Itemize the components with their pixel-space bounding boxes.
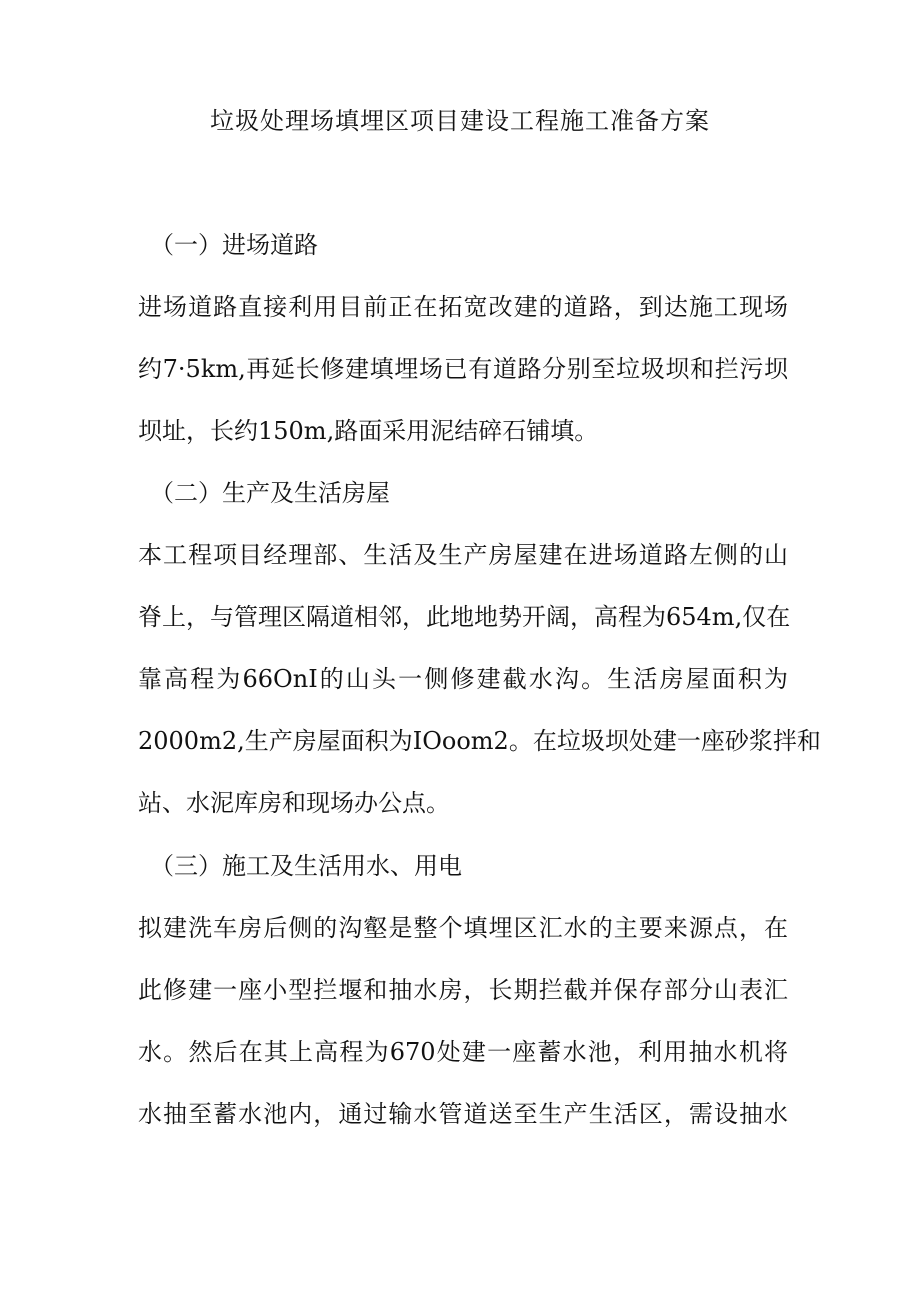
paragraph-line: 本工程项目经理部、生活及生产房屋建在进场道路左侧的山	[138, 541, 788, 569]
paragraph-line: 靠高程为66OnI的山头一侧修建截水沟。生活房屋面积为	[138, 665, 788, 693]
paragraph-line: 坝址，长约150m,路面采用泥结碎石铺填。	[138, 417, 599, 445]
section-heading-water-power: （三）施工及生活用水、用电	[150, 852, 462, 880]
section-heading-buildings: （二）生产及生活房屋	[150, 479, 390, 507]
document-title: 垃圾处理场填埋区项目建设工程施工准备方案	[210, 107, 710, 135]
paragraph-line: 脊上，与管理区隔道相邻，此地地势开阔，高程为654m,仅在	[138, 603, 791, 631]
paragraph-line: 站、水泥库房和现场办公点。	[138, 789, 450, 817]
paragraph-line: 2000m2,生产房屋面积为IOoom2。在垃圾坝处建一座砂浆拌和	[138, 727, 821, 755]
paragraph-line: 约7·5km,再延长修建填埋场已有道路分别至垃圾坝和拦污坝	[138, 355, 788, 383]
paragraph-line: 拟建洗车房后侧的沟壑是整个填埋区汇水的主要来源点，在	[138, 914, 788, 942]
paragraph-line: 此修建一座小型拦堰和抽水房，长期拦截并保存部分山表汇	[138, 976, 788, 1004]
paragraph-line: 水抽至蓄水池内，通过输水管道送至生产生活区，需设抽水	[138, 1100, 788, 1128]
paragraph-line: 进场道路直接利用目前正在拓宽改建的道路，到达施工现场	[138, 293, 788, 321]
paragraph-line: 水。然后在其上高程为670处建一座蓄水池，利用抽水机将	[138, 1038, 788, 1066]
section-heading-roads: （一）进场道路	[150, 231, 318, 259]
